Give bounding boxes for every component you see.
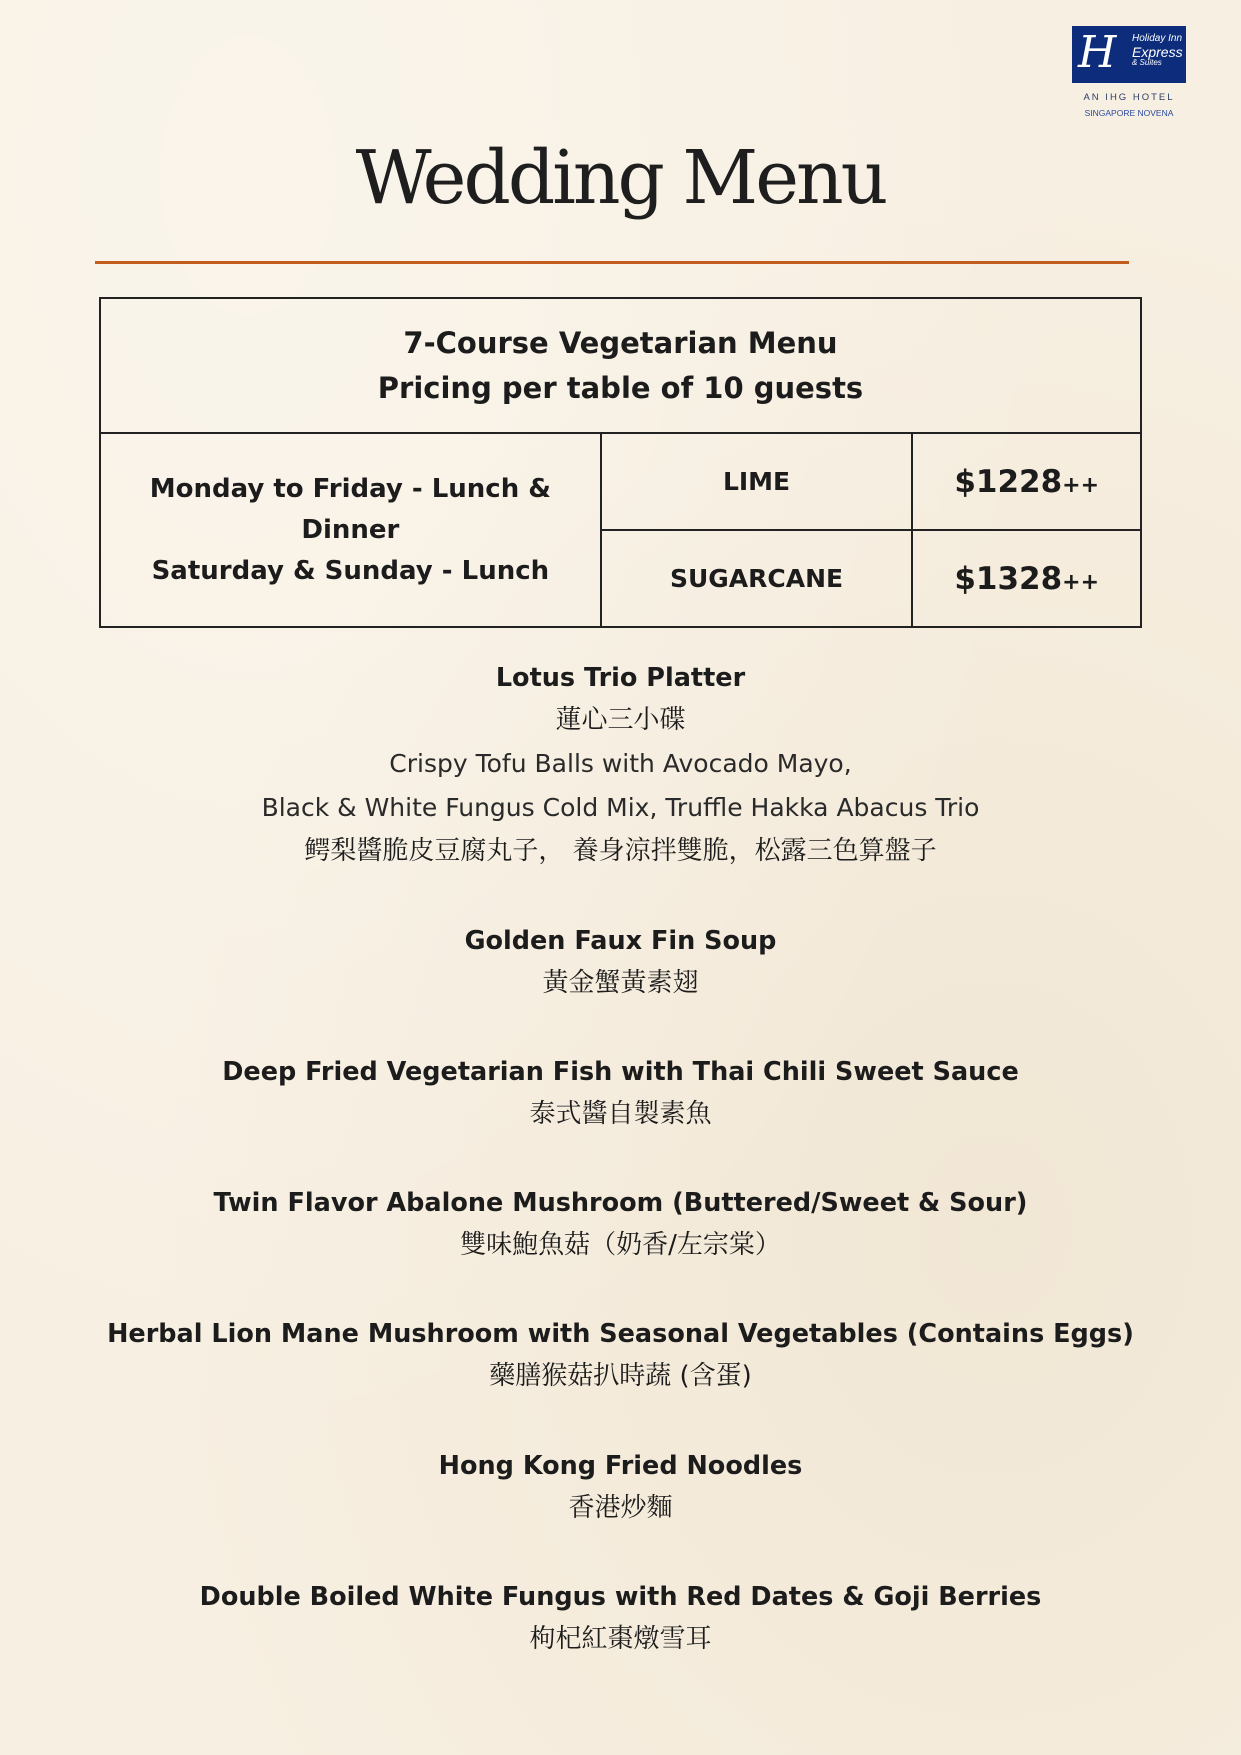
package-name-sugarcane: SUGARCANE (601, 530, 913, 627)
course-item (0, 1313, 1241, 1398)
course-description: Crispy Tofu Balls with Avocado Mayo, (389, 749, 852, 778)
price-suffix: ++ (1062, 472, 1100, 498)
hotel-logo (1072, 26, 1186, 118)
pricing-basis: Pricing per table of 10 guests (377, 370, 864, 405)
logo-wordmark (1132, 34, 1183, 68)
pricing-table (99, 297, 1142, 628)
course-item (0, 920, 1241, 1005)
menu-name: 7-Course Vegetarian Menu (403, 325, 838, 360)
logo-location: SINGAPORE NOVENA (1084, 108, 1174, 118)
logo-badge (1072, 26, 1186, 83)
title-divider (95, 261, 1129, 264)
package-name-lime: LIME (601, 433, 913, 530)
price-value: $1328 (954, 560, 1063, 597)
logo-line-1: Holiday Inn (1132, 33, 1183, 44)
course-name-chinese: 泰式醬自製素魚 (529, 1099, 712, 1129)
package-price-sugarcane (912, 530, 1141, 627)
logo-line-2: Express (1132, 43, 1183, 60)
course-description-chinese: 鳄梨醬脆皮豆腐丸子， 養身涼拌雙脆，松露三色算盤子 (304, 836, 937, 866)
course-name-chinese: 香港炒麵 (568, 1493, 673, 1523)
course-name-chinese: 黃金蟹黃素翅 (542, 968, 699, 998)
course-name: Hong Kong Fried Noodles (438, 1451, 803, 1481)
course-item (0, 1445, 1241, 1530)
logo-tagline: AN IHG HOTEL (1083, 92, 1175, 103)
course-name-chinese: 蓮心三小碟 (555, 705, 686, 735)
course-name-chinese: 雙味鮑魚菇（奶香/左宗棠） (460, 1230, 781, 1260)
course-name: Deep Fried Vegetarian Fish with Thai Chili Sweet Sauce (222, 1057, 1019, 1087)
course-name-chinese: 藥膳猴菇扒時蔬 (含蛋) (489, 1361, 752, 1391)
course-name: Lotus Trio Platter (495, 663, 746, 693)
weekday-availability: Monday to Friday - Lunch & Dinner (149, 473, 551, 545)
course-name: Twin Flavor Abalone Mushroom (Buttered/Sweet & Sour) (213, 1188, 1028, 1218)
price-suffix: ++ (1062, 569, 1100, 595)
course-item (0, 1576, 1241, 1661)
package-price-lime (912, 433, 1141, 530)
course-item (0, 1182, 1241, 1267)
course-item (0, 657, 1241, 873)
course-name: Herbal Lion Mane Mushroom with Seasonal Vegetables (Contains Eggs) (107, 1319, 1134, 1349)
page-title: Wedding Menu (355, 135, 886, 221)
weekend-availability: Saturday & Sunday - Lunch (151, 555, 550, 586)
course-item (0, 1051, 1241, 1136)
availability-cell (100, 433, 601, 627)
course-description: Black & White Fungus Cold Mix, Truffle Hakka Abacus Trio (261, 793, 980, 822)
pricing-header (100, 298, 1141, 433)
price-value: $1228 (954, 463, 1063, 500)
course-name: Double Boiled White Fungus with Red Dates & Goji Berries (199, 1582, 1042, 1612)
logo-h-mark: H (1078, 27, 1117, 78)
logo-line-3: & Suites (1132, 58, 1162, 68)
course-name-chinese: 枸杞紅棗燉雪耳 (529, 1624, 712, 1654)
course-name: Golden Faux Fin Soup (464, 926, 777, 956)
